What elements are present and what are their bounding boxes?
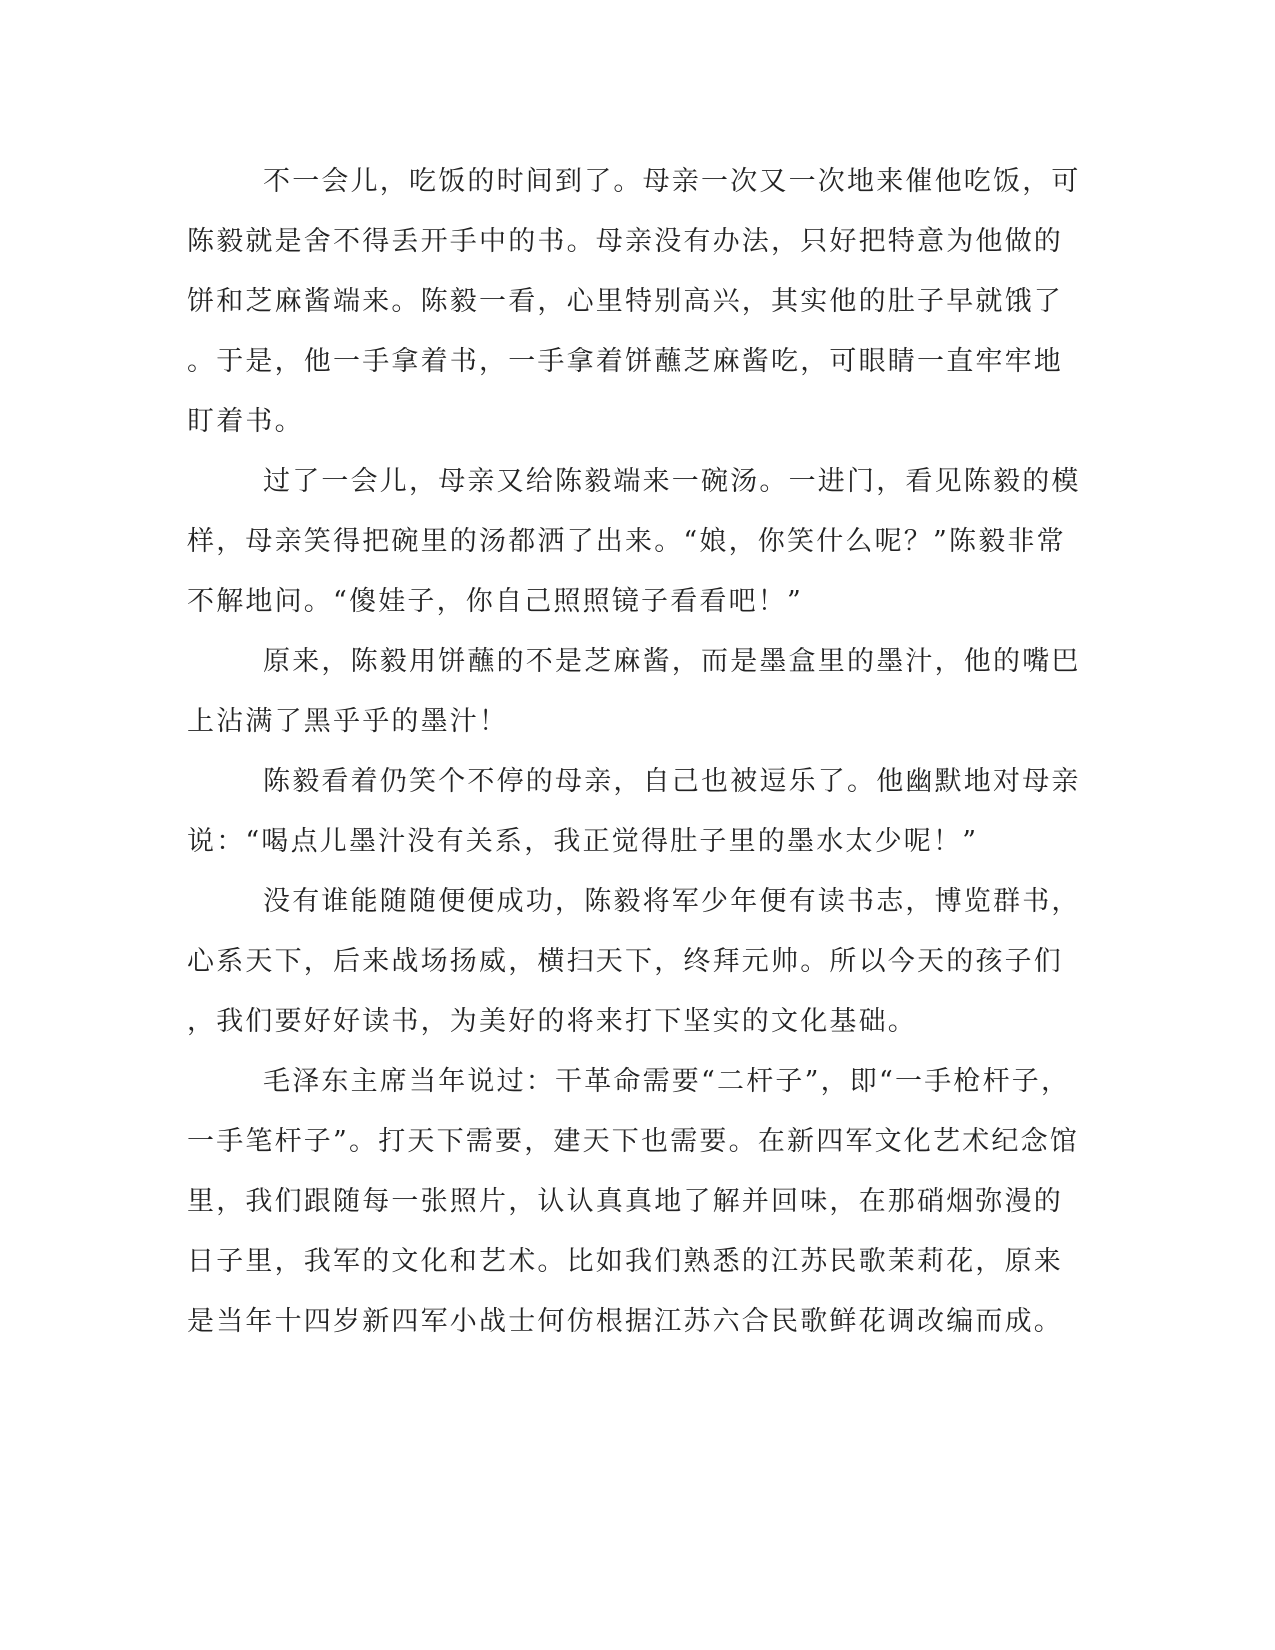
- paragraph-line: 上沾满了黑乎乎的墨汁！: [187, 706, 509, 737]
- paragraph-line: 饼和芝麻酱端来。陈毅一看，心里特别高兴，其实他的肚子早就饿了: [187, 286, 1063, 317]
- paragraph-line: 原来，陈毅用饼蘸的不是芝麻酱，而是墨盒里的墨汁，他的嘴巴: [263, 646, 1081, 677]
- paragraph-line: 陈毅就是舍不得丢开手中的书。母亲没有办法，只好把特意为他做的: [187, 226, 1063, 257]
- paragraph-line: 心系天下，后来战场扬威，横扫天下，终拜元帅。所以今天的孩子们: [187, 946, 1063, 977]
- paragraph-line: 陈毅看着仍笑个不停的母亲，自己也被逗乐了。他幽默地对母亲: [263, 766, 1081, 797]
- paragraph-line: 没有谁能随随便便成功，陈毅将军少年便有读书志，博览群书，: [263, 886, 1081, 917]
- paragraph-line: ，我们要好好读书，为美好的将来打下坚实的文化基础。: [187, 1006, 917, 1037]
- paragraph-line: 里，我们跟随每一张照片，认认真真地了解并回味，在那硝烟弥漫的: [187, 1186, 1063, 1217]
- paragraph-line: 是当年十四岁新四军小战士何仿根据江苏六合民歌鲜花调改编而成。: [187, 1306, 1063, 1337]
- paragraph-line: 毛泽东主席当年说过：干革命需要“二杆子”，即“一手枪杆子，: [263, 1066, 1071, 1097]
- paragraph-line: 样，母亲笑得把碗里的汤都洒了出来。“娘，你笑什么呢？”陈毅非常: [187, 526, 1066, 557]
- paragraph-line: 。于是，他一手拿着书，一手拿着饼蘸芝麻酱吃，可眼睛一直牢牢地: [187, 346, 1063, 377]
- paragraph-line: 盯着书。: [187, 406, 304, 437]
- paragraph-line: 日子里，我军的文化和艺术。比如我们熟悉的江苏民歌茉莉花，原来: [187, 1246, 1063, 1277]
- paragraph-line: 不一会儿，吃饭的时间到了。母亲一次又一次地来催他吃饭，可: [263, 166, 1081, 197]
- body-text: [187, 160, 1087, 1360]
- paragraph-line: 不解地问。“傻娃子，你自己照照镜子看看吧！”: [187, 586, 804, 617]
- paragraph-line: 说：“喝点儿墨汁没有关系，我正觉得肚子里的墨水太少呢！”: [187, 826, 979, 857]
- paragraph-line: 过了一会儿，母亲又给陈毅端来一碗汤。一进门，看见陈毅的模: [263, 466, 1081, 497]
- paragraph-line: 一手笔杆子”。打天下需要，建天下也需要。在新四军文化艺术纪念馆: [187, 1126, 1080, 1157]
